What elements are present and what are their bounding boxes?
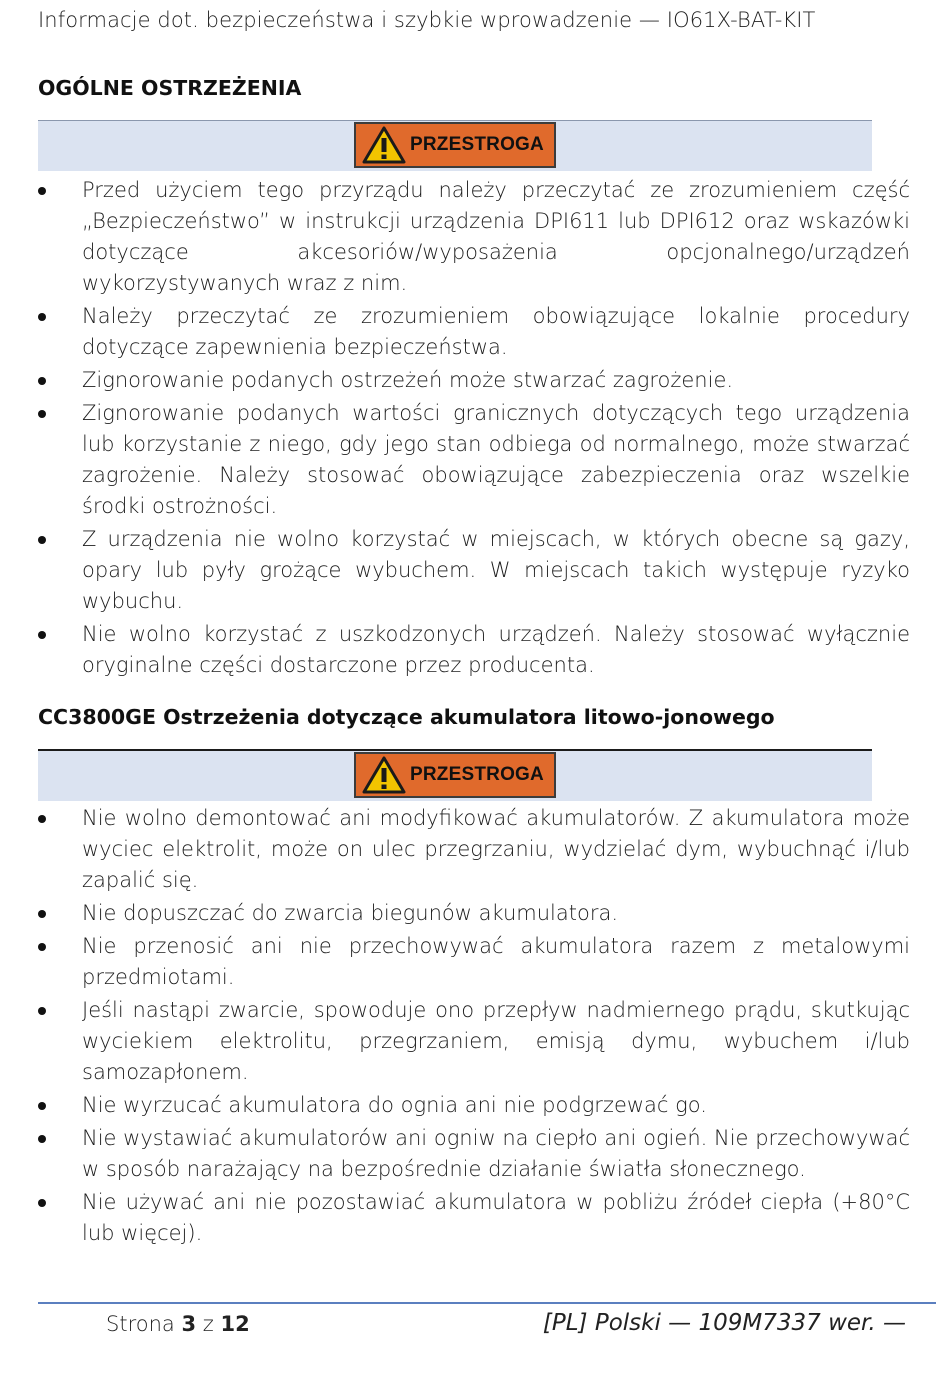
list-item: Nie używać ani nie pozostawiać akumulatora w pobliżu źródeł ciepła (+80°C lub więcej). xyxy=(38,1187,910,1249)
list-item: Przed użyciem tego przyrządu należy przeczytać ze zrozumieniem część „Bezpieczeństwo” w instrukcji urządzenia DPI611 lub DPI612 oraz wskazówki dotyczące akcesoriów/wyposażenia opcjonalnego/urządzeń wykorzystywanych wraz z nim. xyxy=(38,175,910,299)
bullet-icon xyxy=(38,1007,46,1015)
list-item: Nie wolno korzystać z uszkodzonych urządzeń. Należy stosować wyłącznie oryginalne części dostarczone przez producenta. xyxy=(38,619,910,681)
general-warnings-list xyxy=(38,175,910,681)
footer-divider xyxy=(38,1302,936,1304)
document-header-title: Informacje dot. bezpieczeństwa i szybkie wprowadzenie — IO61X-BAT-KIT xyxy=(38,8,816,32)
bullet-icon xyxy=(38,1135,46,1143)
caution-label: PRZESTROGA xyxy=(410,764,544,785)
list-item: Zignorowanie podanych ostrzeżeń może stwarzać zagrożenie. xyxy=(38,365,910,396)
section-heading-battery-warnings: CC3800GE Ostrzeżenia dotyczące akumulatora litowo-jonowego xyxy=(38,705,775,729)
caution-banner xyxy=(38,120,872,171)
warning-triangle-icon xyxy=(362,126,406,164)
list-item: Jeśli nastąpi zwarcie, spowoduje ono przepływ nadmiernego prądu, skutkując wyciekiem elektrolitu, przegrzaniem, emisją dymu, wybuchem i/lub samozapłonem. xyxy=(38,995,910,1088)
list-item: Należy przeczytać ze zrozumieniem obowiązujące lokalnie procedury dotyczące zapewnienia bezpieczeństwa. xyxy=(38,301,910,363)
bullet-icon xyxy=(38,410,46,418)
list-item: Z urządzenia nie wolno korzystać w miejscach, w których obecne są gazy, opary lub pyły grożące wybuchem. W miejscach takich występuje ryzyko wybuchu. xyxy=(38,524,910,617)
caution-badge xyxy=(354,752,556,798)
section-heading-general-warnings: OGÓLNE OSTRZEŻENIA xyxy=(38,76,302,100)
bullet-icon xyxy=(38,631,46,639)
list-item: Nie wolno demontować ani modyfikować akumulatorów. Z akumulatora może wyciec elektrolit, może on ulec przegrzaniu, wydzielać dym, wybuchnąć i/lub zapalić się. xyxy=(38,803,910,896)
bullet-icon xyxy=(38,313,46,321)
bullet-icon xyxy=(38,1102,46,1110)
warning-triangle-icon xyxy=(362,756,406,794)
bullet-icon xyxy=(38,187,46,195)
bullet-icon xyxy=(38,943,46,951)
bullet-icon xyxy=(38,536,46,544)
bullet-icon xyxy=(38,910,46,918)
bullet-icon xyxy=(38,815,46,823)
list-item: Nie dopuszczać do zwarcia biegunów akumulatora. xyxy=(38,898,910,929)
battery-warnings-list xyxy=(38,803,910,1249)
bullet-icon xyxy=(38,377,46,385)
list-item: Nie wystawiać akumulatorów ani ogniw na ciepło ani ogień. Nie przechowywać w sposób narażający na bezpośrednie działanie światła słonecznego. xyxy=(38,1123,910,1185)
document-reference: [PL] Polski — 109M7337 wer. — xyxy=(542,1310,906,1336)
bullet-icon xyxy=(38,1199,46,1207)
caution-banner xyxy=(38,749,872,801)
page-number: Strona 3 z 12 xyxy=(106,1312,250,1336)
list-item: Zignorowanie podanych wartości granicznych dotyczących tego urządzenia lub korzystanie z niego, gdy jego stan odbiega od normalnego, może stwarzać zagrożenie. Należy stosować obowiązujące zabezpieczenia oraz wszelkie środki ostrożności. xyxy=(38,398,910,522)
list-item: Nie wyrzucać akumulatora do ognia ani nie podgrzewać go. xyxy=(38,1090,910,1121)
caution-label: PRZESTROGA xyxy=(410,134,544,155)
caution-badge xyxy=(354,122,556,168)
list-item: Nie przenosić ani nie przechowywać akumulatora razem z metalowymi przedmiotami. xyxy=(38,931,910,993)
